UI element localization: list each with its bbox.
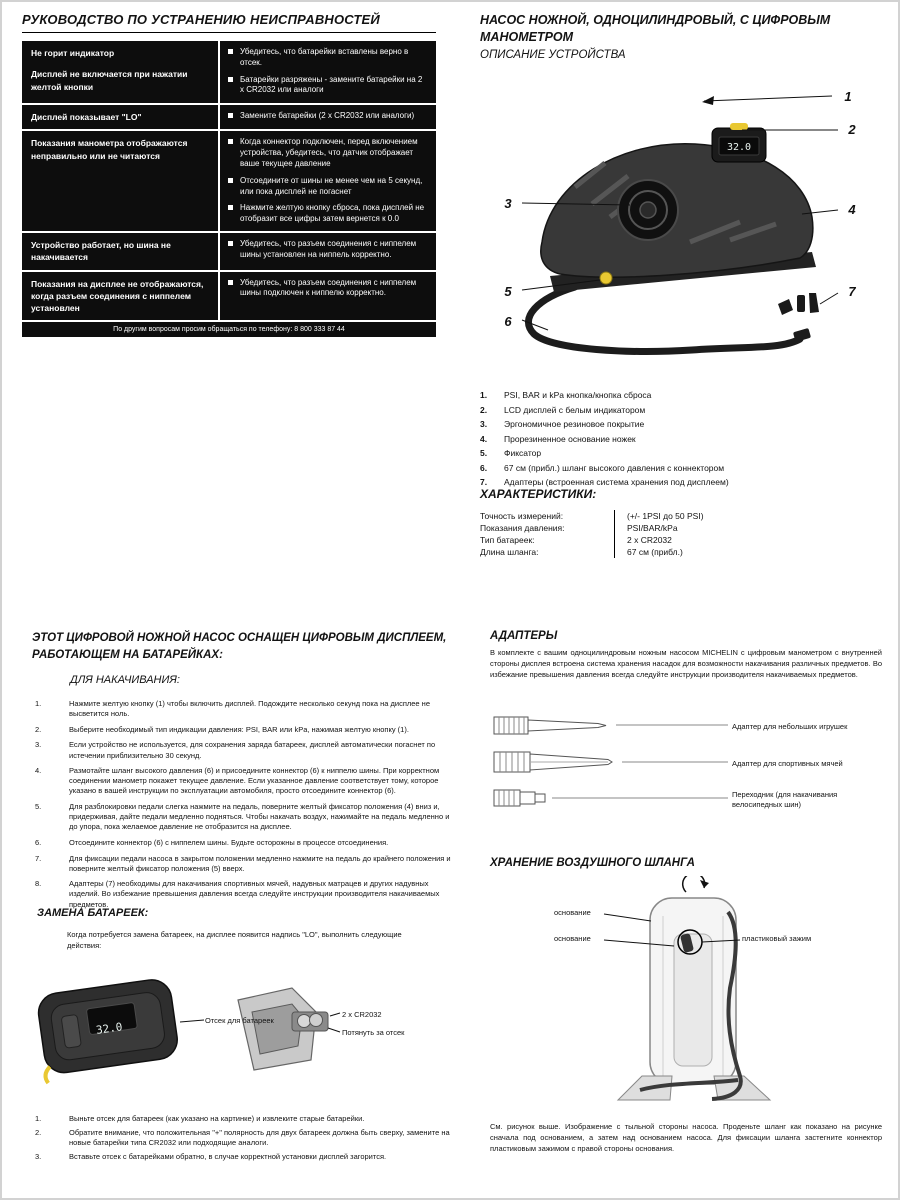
- battery-steps-list: [32, 1114, 456, 1167]
- callout-3: 3: [504, 196, 512, 211]
- spec-row: [480, 534, 882, 546]
- troubleshooting-section: [22, 12, 436, 337]
- callout-1: 1: [844, 89, 852, 104]
- bullet-square-icon: [228, 178, 233, 183]
- bullet-square-icon: [228, 49, 233, 54]
- bullet-square-icon: [228, 205, 233, 210]
- spec-label: Точность измерений:: [480, 511, 564, 521]
- problem-line: Показания манометра отображаются неправильно или не читаются: [31, 138, 188, 161]
- spec-value: PSI/BAR/kPa: [614, 522, 678, 534]
- bullet-square-icon: [228, 77, 233, 82]
- plastic-clip-label: пластиковый зажим: [742, 934, 812, 943]
- base-label-bottom: основание: [554, 934, 591, 943]
- callout-7: 7: [848, 284, 856, 299]
- list-item: Если устройство не используется, для сохранения заряда батареек, дисплей автоматически погаснет по истечении приблизительно 30 секунд.: [69, 740, 436, 760]
- list-item: Выберите необходимый тип индикации давления: PSI, BAR или kPa, нажимая желтую кнопку (1).: [69, 724, 409, 734]
- hose-storage-note: См. рисунок выше. Изображение с тыльной стороны насоса. Проденьте шланг как показано на рисунке сначала под основанием, а затем над основанием насоса. Для фиксации шланга застегните коннектор пластиковым зажимом с правой стороны основания.: [490, 1122, 882, 1153]
- solution-cell: [220, 233, 436, 270]
- device-title: НАСОС НОЖНОЙ, ОДНОЦИЛИНДРОВЫЙ, С ЦИФРОВЫМ МАНОМЕТРОМ: [480, 13, 831, 44]
- adapter-label: Адаптер для спортивных мячей: [732, 759, 843, 768]
- hose-storage-illustration: [490, 876, 882, 1116]
- yellow-button: [730, 123, 748, 130]
- callout-5: 5: [504, 284, 512, 299]
- usage-subtitle: ДЛЯ НАКАЧИВАНИЯ:: [70, 674, 180, 686]
- label-line: [330, 1013, 340, 1016]
- bullet-square-icon: [228, 113, 233, 118]
- list-item: Для разблокировки педали слегка нажмите на педаль, поверните желтый фиксатор положения (4) вниз и, придерживая, дайте педали медленно подняться. Чтобы накачать воздух, нажимайте на педаль медленно и до упора, пока желаемое давление не отобразится на дисплее.: [69, 802, 450, 832]
- hose-storage-title: ХРАНЕНИЕ ВОЗДУШНОГО ШЛАНГА: [490, 857, 695, 869]
- bullet-square-icon: [228, 241, 233, 246]
- bullet-square-icon: [228, 280, 233, 285]
- list-item: Адаптеры (встроенная система хранения под дисплеем): [504, 477, 729, 488]
- table-row: [22, 272, 436, 321]
- list-item: Прорезиненное основание ножек: [504, 433, 636, 444]
- hose-drawing: [528, 287, 800, 351]
- list-item: Фиксатор: [504, 448, 542, 459]
- table-row: [22, 41, 436, 103]
- list-item: Выньте отсек для батареек (как указано на картинке) и извлеките старые батарейки.: [69, 1114, 365, 1123]
- device-section-header: [480, 12, 882, 61]
- spec-value: 67 см (прибл.): [614, 546, 683, 558]
- solution-text: Нажмите желтую кнопку сброса, пока дисплей не отобразит все цифры затем вернется к 0.0: [240, 203, 425, 224]
- adapter-label: Адаптер для небольших игрушек: [732, 722, 848, 731]
- problem-line: Не горит индикатор: [31, 48, 115, 58]
- battery-section-title: ЗАМЕНА БАТАРЕЕК:: [37, 907, 149, 919]
- list-item: Нажмите желтую кнопку (1) чтобы включить дисплей. Подождите несколько секунд пока на дисплее не высветится ноль.: [69, 699, 430, 719]
- battery-tray-drawing: [238, 988, 328, 1070]
- spec-value: 2 х CR2032: [614, 534, 672, 546]
- solution-text: Замените батарейки (2 х CR2032 или аналоги): [240, 111, 415, 120]
- spec-label: Показания давления:: [480, 523, 565, 533]
- list-item: Обратите внимание, что положительная "+" полярность для двух батареек должна быть сверху, замените на новые батарейки типа CR2032 или подходящие аналоги.: [69, 1128, 450, 1148]
- troubleshooting-table: [22, 41, 436, 337]
- spec-label: Длина шланга:: [480, 547, 539, 557]
- solution-text: Отсоедините от шины не менее чем на 5 секунд, или пока дисплей не погаснет: [240, 175, 423, 196]
- list-item: Адаптеры (7) необходимы для накачивания спортивных мячей, надувных матрацев и других надувных изделий. Во избежание превышения давления всегда следуйте инструкции производителя накачиваемых предметов.: [69, 879, 440, 909]
- device-subtitle: ОПИСАНИЕ УСТРОЙСТВА: [480, 48, 626, 61]
- list-item: LCD дисплей с белым индикатором: [504, 404, 646, 415]
- solution-cell: [220, 131, 436, 231]
- problem-cell: [22, 105, 218, 129]
- solution-text: Убедитесь, что батарейки вставлены верно в отсек.: [240, 47, 409, 67]
- pump-illustration: [480, 82, 882, 382]
- adapters-title: АДАПТЕРЫ: [490, 630, 558, 642]
- solution-text: Убедитесь, что разъем соединения с ниппелем шины подключен к ниппелю корректно.: [240, 277, 417, 298]
- lcd-value: 32.0: [95, 1020, 124, 1037]
- spec-row: [480, 522, 882, 534]
- solution-item: [228, 137, 428, 169]
- solution-cell: [220, 272, 436, 321]
- adapters-illustration: [490, 704, 730, 814]
- solution-text: Когда коннектор подключен, перед включением устройства, убедитесь, что датчик отображает ваше текущее давление: [240, 137, 418, 168]
- adapters-drawing: [778, 293, 819, 315]
- list-item: PSI, BAR и kPa кнопка/кнопка сброса: [504, 390, 652, 400]
- spec-row: [480, 510, 882, 522]
- pedal-circle-hub: [640, 202, 656, 218]
- solution-item: [228, 278, 428, 300]
- list-item: Эргономичное резиновое покрытие: [504, 419, 645, 430]
- base-label-top: основание: [554, 908, 591, 917]
- solution-item: [228, 47, 428, 69]
- list-item: Для фиксации педали насоса в закрытом положении медленно нажмите на педаль до крайнего положения и поверните желтый фиксатор положения (5) вверх.: [69, 853, 451, 873]
- label-line: [180, 1020, 204, 1022]
- spec-value: (+/- 1PSI до 50 PSI): [614, 510, 704, 522]
- solution-text: Убедитесь, что разъем соединения с ниппелем шины установлен на ниппель корректно.: [240, 238, 417, 259]
- pull-tray-label: Потянуть за отсек: [342, 1028, 405, 1037]
- solution-item: [228, 203, 428, 225]
- problem-line: Дисплей не включается при нажатии желтой кнопки: [31, 69, 188, 92]
- problem-line: Устройство работает, но шина не накачивается: [31, 239, 171, 263]
- table-row: [22, 105, 436, 129]
- problem-line: Дисплей показывает "LO": [31, 112, 142, 122]
- solution-item: [228, 111, 428, 122]
- problem-cell: [22, 41, 218, 103]
- adapter-label: Переходник (для накачивания велосипедных шин): [732, 790, 838, 810]
- specs-title: ХАРАКТЕРИСТИКИ:: [480, 487, 597, 501]
- solution-item: [228, 239, 428, 261]
- callout-4: 4: [848, 202, 856, 217]
- label-line: [604, 914, 651, 921]
- table-row: [22, 233, 436, 270]
- problem-cell: [22, 131, 218, 231]
- solution-text: Батарейки разряжены - замените батарейки на 2 х CR2032 или аналоги: [240, 74, 423, 95]
- list-item: Размотайте шланг высокого давления (6) и присоедините коннектор (6) к ниппелю шины. При корректном соединении манометр покажет текущее давление. Если указанное давление соответствует тому, которое указано в вашей инструкции по эксплуатации автомобиля, просто отсоедините коннектор (6).: [69, 766, 440, 796]
- specs-section: [480, 487, 882, 558]
- table-row: [22, 131, 436, 231]
- solution-cell: [220, 105, 436, 129]
- lcd-value: 32.0: [726, 142, 752, 153]
- hose-connector-drawing: [793, 328, 811, 342]
- toy-adapter-drawing: [494, 717, 606, 734]
- solution-cell: [220, 41, 436, 103]
- usage-steps-list: [32, 699, 456, 915]
- solution-item: [228, 75, 428, 97]
- battery-compartment-label: Отсек для батареек: [205, 1016, 274, 1025]
- rotate-arrow-icon: [683, 876, 709, 892]
- parts-list: [480, 390, 882, 492]
- battery-type-label: 2 х CR2032: [342, 1010, 382, 1019]
- callout-6: 6: [504, 314, 512, 329]
- list-item: 67 см (прибл.) шланг высокого давления с коннектором: [504, 462, 725, 473]
- problem-cell: [22, 272, 218, 321]
- solution-item: [228, 176, 428, 198]
- usage-title: ЭТОТ ЦИФРОВОЙ НОЖНОЙ НАСОС ОСНАЩЕН ЦИФРОВЫМ ДИСПЛЕЕМ, РАБОТАЮЩЕМ НА БАТАРЕЙКАХ:: [32, 632, 447, 661]
- callout-2: 2: [848, 122, 856, 137]
- problem-line: Показания на дисплее не отображаются, когда разъем соединения с ниппелем установлен: [31, 278, 204, 314]
- fixator-drawing: [600, 272, 612, 284]
- bike-adapter-drawing: [494, 790, 545, 806]
- label-line: [328, 1028, 340, 1032]
- list-item: Отсоедините коннектор (6) с ниппелем шины. Будьте осторожны в процессе отсоединения.: [69, 837, 389, 847]
- bullet-square-icon: [228, 139, 233, 144]
- battery-intro: Когда потребуется замена батареек, на дисплее появится надпись "LO", выполнить следующие действия:: [67, 930, 402, 950]
- support-phone-note: По другим вопросам просим обращаться по телефону: 8 800 333 87 44: [22, 322, 436, 337]
- list-item: Вставьте отсек с батарейками обратно, в случае корректной установки дисплей загорится.: [69, 1152, 387, 1162]
- adapters-intro: В комплекте с вашим одноцилиндровым ножным насосом MICHELIN с цифровым манометром с внутренней стороны дисплея встроена система хранения насадок для возможности накачивания различных предметов. Во избежание превышения давления всегда следуйте инструкции производителя накачиваемых предметов.: [490, 648, 882, 679]
- troubleshooting-title: РУКОВОДСТВО ПО УСТРАНЕНИЮ НЕИСПРАВНОСТЕЙ: [22, 12, 436, 33]
- spec-label: Тип батареек:: [480, 535, 535, 545]
- problem-cell: [22, 233, 218, 270]
- spec-row: [480, 546, 882, 558]
- ball-adapter-drawing: [494, 752, 612, 772]
